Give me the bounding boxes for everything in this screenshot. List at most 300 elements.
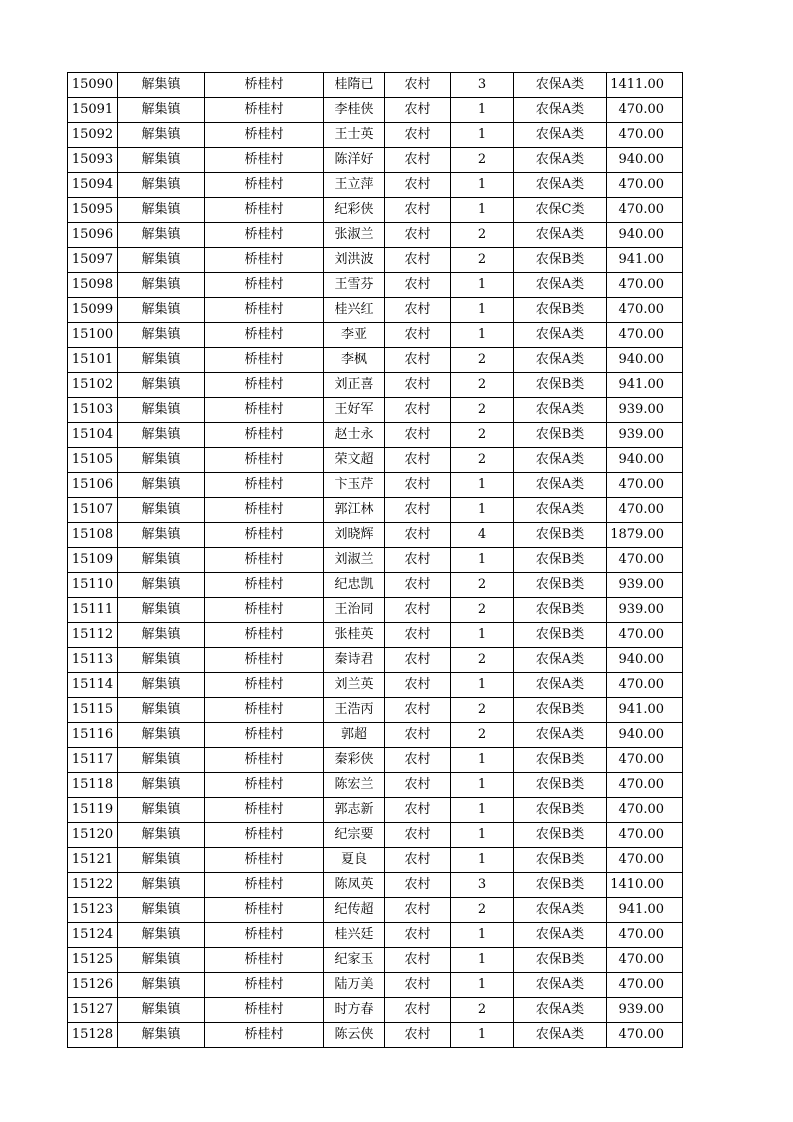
insurance-type-cell: 农保A类 — [514, 648, 607, 673]
serial-cell: 15097 — [68, 248, 118, 273]
village-cell: 桥桂村 — [205, 598, 324, 623]
table-row — [68, 148, 683, 173]
household-count-cell: 1 — [451, 98, 514, 123]
town-cell: 解集镇 — [118, 523, 205, 548]
amount-cell: 470.00 — [607, 823, 683, 848]
area-type-cell: 农村 — [385, 823, 451, 848]
insurance-type-cell: 农保B类 — [514, 598, 607, 623]
village-cell: 桥桂村 — [205, 373, 324, 398]
town-cell: 解集镇 — [118, 698, 205, 723]
town-cell: 解集镇 — [118, 73, 205, 98]
insurance-type-cell: 农保B类 — [514, 698, 607, 723]
village-cell: 桥桂村 — [205, 948, 324, 973]
amount-cell: 470.00 — [607, 773, 683, 798]
name-cell: 陈宏兰 — [324, 773, 385, 798]
household-count-cell: 2 — [451, 423, 514, 448]
household-count-cell: 2 — [451, 248, 514, 273]
town-cell: 解集镇 — [118, 848, 205, 873]
serial-cell: 15113 — [68, 648, 118, 673]
area-type-cell: 农村 — [385, 573, 451, 598]
insurance-type-cell: 农保A类 — [514, 973, 607, 998]
name-cell: 纪家玉 — [324, 948, 385, 973]
town-cell: 解集镇 — [118, 473, 205, 498]
area-type-cell: 农村 — [385, 248, 451, 273]
name-cell: 陈凤英 — [324, 873, 385, 898]
table-row — [68, 598, 683, 623]
area-type-cell: 农村 — [385, 773, 451, 798]
village-cell: 桥桂村 — [205, 273, 324, 298]
town-cell: 解集镇 — [118, 548, 205, 573]
amount-cell: 940.00 — [607, 223, 683, 248]
insurance-type-cell: 农保B类 — [514, 948, 607, 973]
name-cell: 刘兰英 — [324, 673, 385, 698]
household-count-cell: 1 — [451, 473, 514, 498]
amount-cell: 1410.00 — [607, 873, 683, 898]
household-count-cell: 2 — [451, 648, 514, 673]
insurance-type-cell: 农保B类 — [514, 623, 607, 648]
serial-cell: 15099 — [68, 298, 118, 323]
village-cell: 桥桂村 — [205, 698, 324, 723]
village-cell: 桥桂村 — [205, 498, 324, 523]
household-count-cell: 2 — [451, 723, 514, 748]
area-type-cell: 农村 — [385, 873, 451, 898]
table-row — [68, 948, 683, 973]
household-count-cell: 1 — [451, 498, 514, 523]
name-cell: 秦彩侠 — [324, 748, 385, 773]
area-type-cell: 农村 — [385, 523, 451, 548]
serial-cell: 15091 — [68, 98, 118, 123]
serial-cell: 15121 — [68, 848, 118, 873]
town-cell: 解集镇 — [118, 998, 205, 1023]
household-count-cell: 1 — [451, 773, 514, 798]
amount-cell: 470.00 — [607, 973, 683, 998]
serial-cell: 15101 — [68, 348, 118, 373]
town-cell: 解集镇 — [118, 748, 205, 773]
insurance-type-cell: 农保A类 — [514, 923, 607, 948]
insurance-type-cell: 农保B类 — [514, 748, 607, 773]
table-row — [68, 348, 683, 373]
insurance-type-cell: 农保C类 — [514, 198, 607, 223]
name-cell: 荣文超 — [324, 448, 385, 473]
serial-cell: 15126 — [68, 973, 118, 998]
area-type-cell: 农村 — [385, 348, 451, 373]
village-cell: 桥桂村 — [205, 473, 324, 498]
table-row — [68, 373, 683, 398]
table-row — [68, 223, 683, 248]
household-count-cell: 2 — [451, 398, 514, 423]
village-cell: 桥桂村 — [205, 798, 324, 823]
area-type-cell: 农村 — [385, 1023, 451, 1048]
town-cell: 解集镇 — [118, 448, 205, 473]
village-cell: 桥桂村 — [205, 573, 324, 598]
household-count-cell: 2 — [451, 898, 514, 923]
name-cell: 秦诗君 — [324, 648, 385, 673]
name-cell: 时方春 — [324, 998, 385, 1023]
insurance-type-cell: 农保A类 — [514, 348, 607, 373]
insurance-type-cell: 农保B类 — [514, 523, 607, 548]
insurance-type-cell: 农保A类 — [514, 73, 607, 98]
town-cell: 解集镇 — [118, 898, 205, 923]
name-cell: 李桂侠 — [324, 98, 385, 123]
amount-cell: 470.00 — [607, 623, 683, 648]
amount-cell: 470.00 — [607, 923, 683, 948]
table-row — [68, 898, 683, 923]
table-row — [68, 523, 683, 548]
serial-cell: 15112 — [68, 623, 118, 648]
table-row — [68, 123, 683, 148]
amount-cell: 939.00 — [607, 998, 683, 1023]
table-row — [68, 823, 683, 848]
area-type-cell: 农村 — [385, 648, 451, 673]
name-cell: 夏良 — [324, 848, 385, 873]
amount-cell: 940.00 — [607, 648, 683, 673]
village-cell: 桥桂村 — [205, 973, 324, 998]
insurance-type-cell: 农保B类 — [514, 248, 607, 273]
town-cell: 解集镇 — [118, 1023, 205, 1048]
household-count-cell: 3 — [451, 73, 514, 98]
name-cell: 张淑兰 — [324, 223, 385, 248]
town-cell: 解集镇 — [118, 123, 205, 148]
insurance-type-cell: 农保B类 — [514, 573, 607, 598]
serial-cell: 15128 — [68, 1023, 118, 1048]
serial-cell: 15102 — [68, 373, 118, 398]
village-cell: 桥桂村 — [205, 348, 324, 373]
amount-cell: 470.00 — [607, 323, 683, 348]
amount-cell: 470.00 — [607, 848, 683, 873]
name-cell: 赵士永 — [324, 423, 385, 448]
insurance-type-cell: 农保B类 — [514, 298, 607, 323]
area-type-cell: 农村 — [385, 673, 451, 698]
area-type-cell: 农村 — [385, 223, 451, 248]
table-row — [68, 973, 683, 998]
name-cell: 王治同 — [324, 598, 385, 623]
amount-cell: 470.00 — [607, 748, 683, 773]
serial-cell: 15092 — [68, 123, 118, 148]
household-count-cell: 2 — [451, 373, 514, 398]
insurance-type-cell: 农保A类 — [514, 223, 607, 248]
town-cell: 解集镇 — [118, 373, 205, 398]
household-count-cell: 1 — [451, 973, 514, 998]
village-cell: 桥桂村 — [205, 98, 324, 123]
table-row — [68, 548, 683, 573]
insurance-type-cell: 农保A类 — [514, 273, 607, 298]
name-cell: 纪彩侠 — [324, 198, 385, 223]
table-row — [68, 323, 683, 348]
household-count-cell: 2 — [451, 348, 514, 373]
village-cell: 桥桂村 — [205, 673, 324, 698]
village-cell: 桥桂村 — [205, 773, 324, 798]
area-type-cell: 农村 — [385, 973, 451, 998]
area-type-cell: 农村 — [385, 623, 451, 648]
name-cell: 王士英 — [324, 123, 385, 148]
household-count-cell: 1 — [451, 623, 514, 648]
table-row — [68, 923, 683, 948]
table-row — [68, 848, 683, 873]
household-count-cell: 2 — [451, 998, 514, 1023]
amount-cell: 941.00 — [607, 248, 683, 273]
serial-cell: 15116 — [68, 723, 118, 748]
area-type-cell: 农村 — [385, 748, 451, 773]
town-cell: 解集镇 — [118, 623, 205, 648]
amount-cell: 939.00 — [607, 423, 683, 448]
area-type-cell: 农村 — [385, 273, 451, 298]
insurance-type-cell: 农保A类 — [514, 323, 607, 348]
village-cell: 桥桂村 — [205, 648, 324, 673]
village-cell: 桥桂村 — [205, 723, 324, 748]
area-type-cell: 农村 — [385, 798, 451, 823]
town-cell: 解集镇 — [118, 198, 205, 223]
insurance-type-cell: 农保B类 — [514, 773, 607, 798]
serial-cell: 15115 — [68, 698, 118, 723]
area-type-cell: 农村 — [385, 448, 451, 473]
household-count-cell: 2 — [451, 448, 514, 473]
household-count-cell: 1 — [451, 848, 514, 873]
amount-cell: 941.00 — [607, 898, 683, 923]
name-cell: 王立萍 — [324, 173, 385, 198]
table-body — [68, 73, 683, 1048]
village-cell: 桥桂村 — [205, 323, 324, 348]
name-cell: 纪忠凯 — [324, 573, 385, 598]
town-cell: 解集镇 — [118, 148, 205, 173]
area-type-cell: 农村 — [385, 498, 451, 523]
table-row — [68, 448, 683, 473]
name-cell: 桂兴红 — [324, 298, 385, 323]
serial-cell: 15122 — [68, 873, 118, 898]
table-row — [68, 998, 683, 1023]
village-cell: 桥桂村 — [205, 448, 324, 473]
table-row — [68, 298, 683, 323]
table-row — [68, 1023, 683, 1048]
household-count-cell: 3 — [451, 873, 514, 898]
area-type-cell: 农村 — [385, 148, 451, 173]
area-type-cell: 农村 — [385, 948, 451, 973]
insurance-type-cell: 农保A类 — [514, 398, 607, 423]
area-type-cell: 农村 — [385, 723, 451, 748]
household-count-cell: 1 — [451, 548, 514, 573]
area-type-cell: 农村 — [385, 73, 451, 98]
name-cell: 刘淑兰 — [324, 548, 385, 573]
household-count-cell: 1 — [451, 298, 514, 323]
village-cell: 桥桂村 — [205, 823, 324, 848]
name-cell: 王雪芬 — [324, 273, 385, 298]
village-cell: 桥桂村 — [205, 748, 324, 773]
household-count-cell: 1 — [451, 273, 514, 298]
name-cell: 桂隋已 — [324, 73, 385, 98]
name-cell: 纪宗要 — [324, 823, 385, 848]
town-cell: 解集镇 — [118, 823, 205, 848]
name-cell: 郭超 — [324, 723, 385, 748]
village-cell: 桥桂村 — [205, 623, 324, 648]
amount-cell: 939.00 — [607, 398, 683, 423]
insurance-type-cell: 农保B类 — [514, 548, 607, 573]
amount-cell: 470.00 — [607, 298, 683, 323]
table-row — [68, 648, 683, 673]
area-type-cell: 农村 — [385, 173, 451, 198]
serial-cell: 15108 — [68, 523, 118, 548]
serial-cell: 15107 — [68, 498, 118, 523]
table-row — [68, 98, 683, 123]
town-cell: 解集镇 — [118, 273, 205, 298]
village-cell: 桥桂村 — [205, 223, 324, 248]
town-cell: 解集镇 — [118, 798, 205, 823]
amount-cell: 940.00 — [607, 448, 683, 473]
serial-cell: 15111 — [68, 598, 118, 623]
town-cell: 解集镇 — [118, 423, 205, 448]
table-row — [68, 573, 683, 598]
serial-cell: 15094 — [68, 173, 118, 198]
table-row — [68, 73, 683, 98]
household-count-cell: 1 — [451, 1023, 514, 1048]
table-row — [68, 423, 683, 448]
table-row — [68, 273, 683, 298]
insurance-type-cell: 农保B类 — [514, 423, 607, 448]
insurance-type-cell: 农保B类 — [514, 798, 607, 823]
town-cell: 解集镇 — [118, 323, 205, 348]
serial-cell: 15110 — [68, 573, 118, 598]
town-cell: 解集镇 — [118, 98, 205, 123]
name-cell: 陆万美 — [324, 973, 385, 998]
serial-cell: 15105 — [68, 448, 118, 473]
town-cell: 解集镇 — [118, 398, 205, 423]
area-type-cell: 农村 — [385, 423, 451, 448]
name-cell: 陈云侠 — [324, 1023, 385, 1048]
town-cell: 解集镇 — [118, 873, 205, 898]
serial-cell: 15123 — [68, 898, 118, 923]
area-type-cell: 农村 — [385, 373, 451, 398]
insurance-type-cell: 农保B类 — [514, 373, 607, 398]
area-type-cell: 农村 — [385, 323, 451, 348]
name-cell: 纪传超 — [324, 898, 385, 923]
village-cell: 桥桂村 — [205, 298, 324, 323]
insurance-type-cell: 农保A类 — [514, 98, 607, 123]
area-type-cell: 农村 — [385, 298, 451, 323]
table-row — [68, 398, 683, 423]
area-type-cell: 农村 — [385, 898, 451, 923]
amount-cell: 939.00 — [607, 598, 683, 623]
village-cell: 桥桂村 — [205, 173, 324, 198]
amount-cell: 940.00 — [607, 148, 683, 173]
insurance-type-cell: 农保A类 — [514, 173, 607, 198]
village-cell: 桥桂村 — [205, 123, 324, 148]
household-count-cell: 1 — [451, 323, 514, 348]
amount-cell: 470.00 — [607, 473, 683, 498]
data-table — [67, 72, 683, 1048]
amount-cell: 470.00 — [607, 173, 683, 198]
village-cell: 桥桂村 — [205, 398, 324, 423]
insurance-type-cell: 农保A类 — [514, 123, 607, 148]
insurance-type-cell: 农保A类 — [514, 723, 607, 748]
household-count-cell: 1 — [451, 673, 514, 698]
village-cell: 桥桂村 — [205, 898, 324, 923]
town-cell: 解集镇 — [118, 648, 205, 673]
insurance-type-cell: 农保A类 — [514, 148, 607, 173]
town-cell: 解集镇 — [118, 248, 205, 273]
table-row — [68, 873, 683, 898]
town-cell: 解集镇 — [118, 573, 205, 598]
amount-cell: 470.00 — [607, 548, 683, 573]
amount-cell: 470.00 — [607, 498, 683, 523]
insurance-type-cell: 农保A类 — [514, 448, 607, 473]
insurance-type-cell: 农保B类 — [514, 873, 607, 898]
serial-cell: 15117 — [68, 748, 118, 773]
amount-cell: 940.00 — [607, 348, 683, 373]
table-row — [68, 498, 683, 523]
name-cell: 桂兴廷 — [324, 923, 385, 948]
table-row — [68, 748, 683, 773]
serial-cell: 15096 — [68, 223, 118, 248]
town-cell: 解集镇 — [118, 923, 205, 948]
area-type-cell: 农村 — [385, 848, 451, 873]
name-cell: 郭江林 — [324, 498, 385, 523]
serial-cell: 15120 — [68, 823, 118, 848]
village-cell: 桥桂村 — [205, 248, 324, 273]
household-count-cell: 1 — [451, 923, 514, 948]
serial-cell: 15095 — [68, 198, 118, 223]
town-cell: 解集镇 — [118, 723, 205, 748]
serial-cell: 15119 — [68, 798, 118, 823]
table-row — [68, 723, 683, 748]
village-cell: 桥桂村 — [205, 198, 324, 223]
serial-cell: 15090 — [68, 73, 118, 98]
area-type-cell: 农村 — [385, 198, 451, 223]
name-cell: 王浩丙 — [324, 698, 385, 723]
insurance-type-cell: 农保A类 — [514, 998, 607, 1023]
amount-cell: 1411.00 — [607, 73, 683, 98]
amount-cell: 941.00 — [607, 373, 683, 398]
area-type-cell: 农村 — [385, 473, 451, 498]
household-count-cell: 1 — [451, 798, 514, 823]
insurance-type-cell: 农保A类 — [514, 498, 607, 523]
name-cell: 刘晓辉 — [324, 523, 385, 548]
town-cell: 解集镇 — [118, 173, 205, 198]
serial-cell: 15118 — [68, 773, 118, 798]
serial-cell: 15093 — [68, 148, 118, 173]
name-cell: 陈洋好 — [324, 148, 385, 173]
table-row — [68, 623, 683, 648]
household-count-cell: 1 — [451, 173, 514, 198]
household-count-cell: 2 — [451, 148, 514, 173]
village-cell: 桥桂村 — [205, 873, 324, 898]
town-cell: 解集镇 — [118, 348, 205, 373]
insurance-type-cell: 农保A类 — [514, 1023, 607, 1048]
insurance-type-cell: 农保A类 — [514, 473, 607, 498]
town-cell: 解集镇 — [118, 498, 205, 523]
name-cell: 李枫 — [324, 348, 385, 373]
serial-cell: 15125 — [68, 948, 118, 973]
table-row — [68, 473, 683, 498]
area-type-cell: 农村 — [385, 923, 451, 948]
area-type-cell: 农村 — [385, 123, 451, 148]
name-cell: 刘洪波 — [324, 248, 385, 273]
serial-cell: 15103 — [68, 398, 118, 423]
amount-cell: 940.00 — [607, 723, 683, 748]
town-cell: 解集镇 — [118, 973, 205, 998]
village-cell: 桥桂村 — [205, 1023, 324, 1048]
amount-cell: 1879.00 — [607, 523, 683, 548]
name-cell: 王好军 — [324, 398, 385, 423]
household-count-cell: 1 — [451, 823, 514, 848]
household-count-cell: 2 — [451, 698, 514, 723]
household-count-cell: 1 — [451, 748, 514, 773]
serial-cell: 15100 — [68, 323, 118, 348]
insurance-type-cell: 农保A类 — [514, 673, 607, 698]
village-cell: 桥桂村 — [205, 73, 324, 98]
town-cell: 解集镇 — [118, 598, 205, 623]
town-cell: 解集镇 — [118, 773, 205, 798]
village-cell: 桥桂村 — [205, 523, 324, 548]
area-type-cell: 农村 — [385, 548, 451, 573]
table-row — [68, 248, 683, 273]
